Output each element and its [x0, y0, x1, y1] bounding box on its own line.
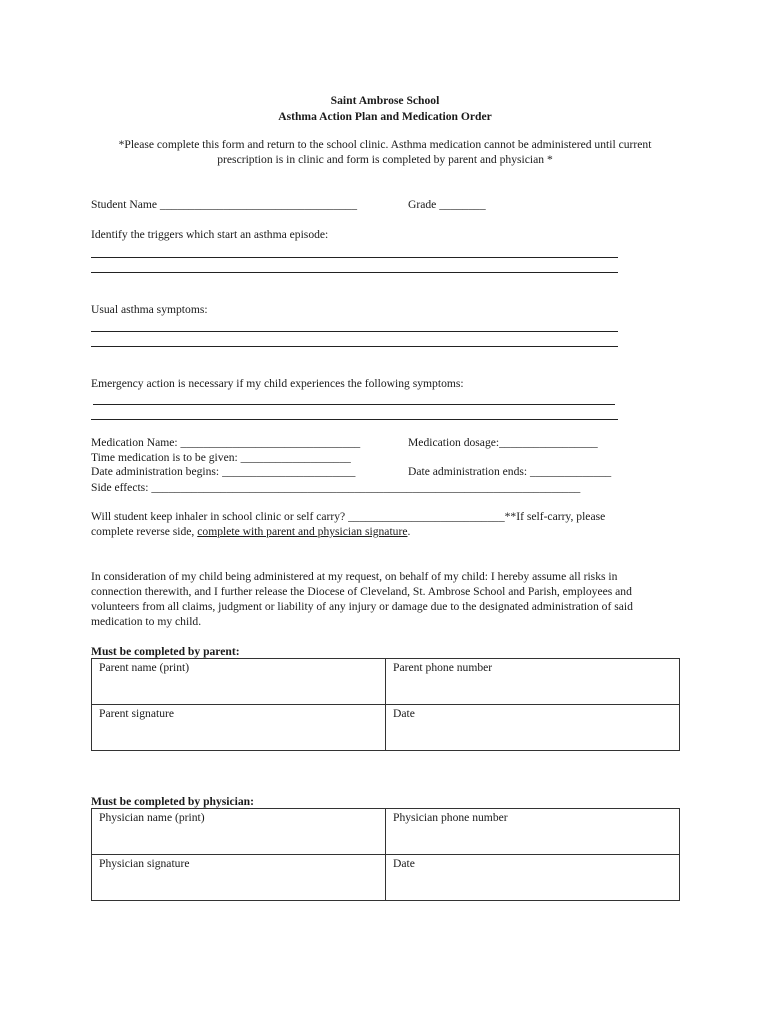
consent-line-1: In consideration of my child being administered at my request, on behalf of my child: I hereby assume all risks in [91, 570, 618, 583]
student-name-field[interactable] [91, 198, 357, 211]
date-begins-field[interactable] [91, 465, 355, 478]
emergency-line-1[interactable] [93, 404, 615, 405]
inhaler-blank[interactable]: ___________________________ [348, 510, 505, 523]
physician-date-cell[interactable] [386, 855, 680, 901]
signature-requirement-link: complete with parent and physician signature [197, 525, 408, 538]
physician-phone-label: Physician phone number [393, 811, 508, 824]
medication-name-label: Medication Name: [91, 436, 178, 449]
parent-date-cell[interactable] [386, 705, 680, 751]
parent-signature-cell[interactable] [92, 705, 386, 751]
physician-section-heading: Must be completed by physician: [91, 795, 254, 808]
form-title: Asthma Action Plan and Medication Order [278, 110, 492, 123]
emergency-line-2[interactable] [91, 419, 618, 420]
emergency-label: Emergency action is necessary if my child experiences the following symptoms: [91, 377, 464, 390]
inhaler-line-2 [91, 525, 410, 538]
parent-phone-cell[interactable] [386, 659, 680, 705]
grade-label: Grade [408, 198, 437, 211]
grade-blank: ________ [439, 198, 486, 211]
physician-date-label: Date [393, 857, 415, 870]
inhaler-question-text: Will student keep inhaler in school clinic or self carry? [91, 510, 346, 523]
parent-section-heading: Must be completed by parent: [91, 645, 240, 658]
date-begins-blank: _______________________ [222, 465, 356, 478]
medication-dosage-label: Medication dosage: [408, 436, 500, 449]
date-ends-blank: ______________ [530, 465, 612, 478]
instructions-line-2: prescription is in clinic and form is completed by parent and physician * [217, 153, 553, 166]
side-effects-field[interactable] [91, 481, 580, 494]
symptoms-line-1[interactable] [91, 331, 618, 332]
student-name-label: Student Name [91, 198, 158, 211]
physician-signature-cell[interactable] [92, 855, 386, 901]
time-given-field[interactable] [91, 451, 351, 464]
symptoms-label: Usual asthma symptoms: [91, 303, 208, 316]
consent-line-4: medication to my child. [91, 615, 202, 628]
physician-table [91, 808, 680, 901]
side-effects-blank: __________________________________________________________________________ [151, 481, 581, 494]
inhaler-period: . [407, 525, 411, 538]
inhaler-question [91, 510, 605, 523]
date-ends-field[interactable] [408, 465, 611, 478]
triggers-label: Identify the triggers which start an asthma episode: [91, 228, 329, 241]
triggers-line-2[interactable] [91, 272, 618, 273]
grade-field[interactable] [408, 198, 486, 211]
parent-name-label: Parent name (print) [99, 661, 190, 674]
instructions-line-1: *Please complete this form and return to the school clinic. Asthma medication cannot be administered until current [118, 138, 652, 151]
parent-table [91, 658, 680, 751]
reverse-side-text: complete reverse side, [91, 525, 195, 538]
physician-signature-label: Physician signature [99, 857, 190, 870]
parent-phone-label: Parent phone number [393, 661, 493, 674]
time-given-blank: ___________________ [240, 451, 351, 464]
physician-name-label: Physician name (print) [99, 811, 205, 824]
time-given-label: Time medication is to be given: [91, 451, 238, 464]
parent-name-cell[interactable] [92, 659, 386, 705]
medication-dosage-field[interactable] [408, 436, 598, 449]
consent-line-2: connection therewith, and I further release the Diocese of Cleveland, St. Ambrose School and Parish, employees and [91, 585, 632, 598]
parent-date-label: Date [393, 707, 415, 720]
triggers-line-1[interactable] [91, 257, 618, 258]
symptoms-line-2[interactable] [91, 346, 618, 347]
self-carry-note: **If self-carry, please [504, 510, 606, 523]
medication-dosage-blank: _________________ [499, 436, 598, 449]
medication-name-field[interactable] [91, 436, 360, 449]
date-begins-label: Date administration begins: [91, 465, 220, 478]
physician-name-cell[interactable] [92, 809, 386, 855]
date-ends-label: Date administration ends: [408, 465, 528, 478]
medication-name-blank: _______________________________ [180, 436, 361, 449]
parent-signature-label: Parent signature [99, 707, 175, 720]
consent-line-3: volunteers from all claims, judgment or liability of any injury or damage due to the designated administration of said [91, 600, 633, 613]
school-name: Saint Ambrose School [330, 94, 440, 107]
student-name-blank: __________________________________ [159, 198, 358, 211]
physician-phone-cell[interactable] [386, 809, 680, 855]
side-effects-label: Side effects: [91, 481, 149, 494]
